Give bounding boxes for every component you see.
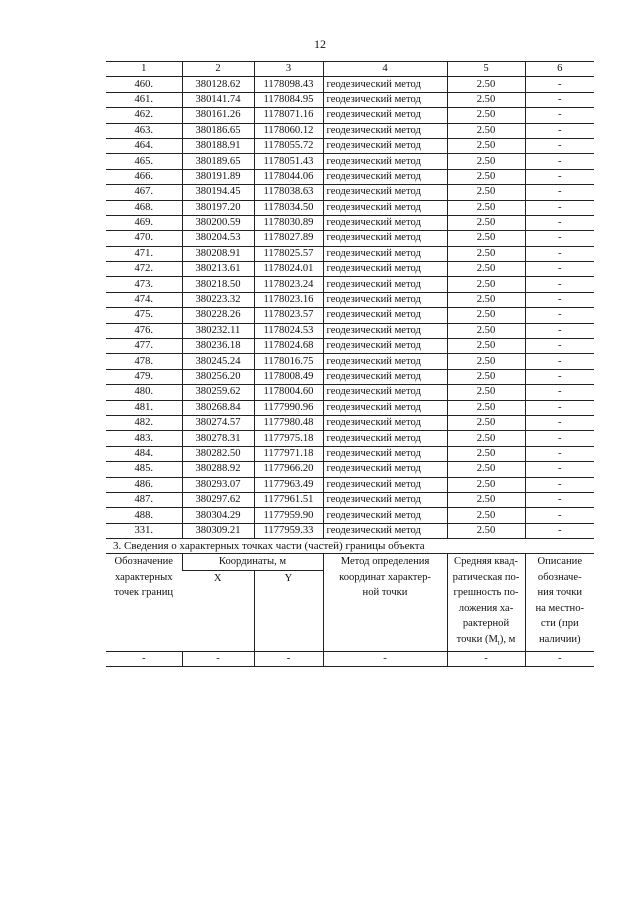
table-cell: 469.	[106, 215, 182, 230]
table-cell: -	[525, 154, 594, 169]
table-cell: геодезический метод	[323, 292, 447, 307]
table-cell: 2.50	[447, 262, 525, 277]
table-cell: 462.	[106, 108, 182, 123]
table-cell: 1178051.43	[254, 154, 323, 169]
table-cell: -	[525, 354, 594, 369]
table-cell: 1177966.20	[254, 462, 323, 477]
table-cell: 1178023.24	[254, 277, 323, 292]
table-cell: 2.50	[447, 492, 525, 507]
table-cell: 461.	[106, 92, 182, 107]
table-cell: 2.50	[447, 508, 525, 523]
table-cell: 380282.50	[182, 446, 254, 461]
table-cell: геодезический метод	[323, 262, 447, 277]
table-row	[106, 477, 594, 492]
table-cell: геодезический метод	[323, 323, 447, 338]
table-cell: 380204.53	[182, 231, 254, 246]
table-row	[106, 354, 594, 369]
table-cell: 2.50	[447, 477, 525, 492]
table-row: - - - - - -	[106, 652, 594, 667]
table-row	[106, 523, 594, 538]
table-cell: -	[525, 169, 594, 184]
table-cell: 1177963.49	[254, 477, 323, 492]
table-cell: 482.	[106, 415, 182, 430]
table-cell: геодезический метод	[323, 400, 447, 415]
table-cell: 2.50	[447, 185, 525, 200]
table-cell: -	[525, 477, 594, 492]
table-header-row	[106, 62, 594, 77]
header-coordinates: Координаты, м	[182, 554, 323, 571]
table-cell: -	[525, 138, 594, 153]
table-cell: 2.50	[447, 446, 525, 461]
table-cell: 480.	[106, 385, 182, 400]
table-row	[106, 462, 594, 477]
table-cell: -	[525, 123, 594, 138]
table-cell: 2.50	[447, 415, 525, 430]
column-header: 2	[182, 62, 254, 77]
table-cell: 2.50	[447, 385, 525, 400]
header-description: Описание обозначе- ния точки на местно- сти (при наличии)	[525, 554, 594, 652]
table-cell: геодезический метод	[323, 508, 447, 523]
table-cell: 1178060.12	[254, 123, 323, 138]
column-header: 6	[525, 62, 594, 77]
page-number: 12	[314, 37, 326, 51]
table-row	[106, 185, 594, 200]
table-cell: -	[525, 308, 594, 323]
table-cell: 380223.32	[182, 292, 254, 307]
table-cell: геодезический метод	[323, 77, 447, 92]
table-cell: 2.50	[447, 277, 525, 292]
table-cell: геодезический метод	[323, 523, 447, 538]
table-cell: 380188.91	[182, 138, 254, 153]
table-cell: геодезический метод	[323, 462, 447, 477]
table-cell: 380189.65	[182, 154, 254, 169]
table-cell: 380309.21	[182, 523, 254, 538]
table-cell: 1178024.53	[254, 323, 323, 338]
table-cell: -	[525, 292, 594, 307]
table-cell: 380304.29	[182, 508, 254, 523]
table-cell: 380288.92	[182, 462, 254, 477]
table-cell: 1177975.18	[254, 431, 323, 446]
table-cell: 1177959.90	[254, 508, 323, 523]
table-row	[106, 292, 594, 307]
table-cell: -	[525, 215, 594, 230]
table-cell: 380161.26	[182, 108, 254, 123]
table-cell: геодезический метод	[323, 185, 447, 200]
table-cell: 474.	[106, 292, 182, 307]
table-cell: геодезический метод	[323, 277, 447, 292]
table-cell: 2.50	[447, 215, 525, 230]
table-cell: геодезический метод	[323, 92, 447, 107]
table-cell: -	[525, 446, 594, 461]
table-row	[106, 246, 594, 261]
table-cell: 380141.74	[182, 92, 254, 107]
table-cell: 380278.31	[182, 431, 254, 446]
table-cell: 488.	[106, 508, 182, 523]
table-cell: 483.	[106, 431, 182, 446]
table-row	[106, 385, 594, 400]
table-cell: 1177959.33	[254, 523, 323, 538]
table-cell: -	[525, 400, 594, 415]
table-cell: 2.50	[447, 400, 525, 415]
table-cell: 1178025.57	[254, 246, 323, 261]
table-cell: 2.50	[447, 339, 525, 354]
table-row	[106, 323, 594, 338]
table-cell: 486.	[106, 477, 182, 492]
table-cell: 380200.59	[182, 215, 254, 230]
table-cell: 476.	[106, 323, 182, 338]
table-cell: 1178023.57	[254, 308, 323, 323]
header-method: Метод определения координат характер- ной точки	[323, 554, 447, 652]
table-cell: 1178024.01	[254, 262, 323, 277]
table-cell: 1178008.49	[254, 369, 323, 384]
table-cell: 2.50	[447, 108, 525, 123]
table-cell: -	[525, 262, 594, 277]
table-cell: -	[525, 92, 594, 107]
table-row	[106, 400, 594, 415]
table-cell: геодезический метод	[323, 431, 447, 446]
table-cell: 479.	[106, 369, 182, 384]
table-cell: 475.	[106, 308, 182, 323]
table-cell: 1178084.95	[254, 92, 323, 107]
table-cell: 1177971.18	[254, 446, 323, 461]
table-cell: 1178016.75	[254, 354, 323, 369]
table-cell: геодезический метод	[323, 123, 447, 138]
table-cell: -	[525, 185, 594, 200]
table-cell: 2.50	[447, 462, 525, 477]
table-cell: 380256.20	[182, 369, 254, 384]
table-cell: 2.50	[447, 308, 525, 323]
table-cell: 470.	[106, 231, 182, 246]
table-cell: 380274.57	[182, 415, 254, 430]
table-cell: 2.50	[447, 354, 525, 369]
table-cell: 2.50	[447, 523, 525, 538]
table-cell: 1178071.16	[254, 108, 323, 123]
table-cell: 471.	[106, 246, 182, 261]
table-cell: геодезический метод	[323, 246, 447, 261]
table-cell: -	[525, 108, 594, 123]
table-cell: 2.50	[447, 138, 525, 153]
table-row	[106, 154, 594, 169]
column-header: 3	[254, 62, 323, 77]
table-cell: -	[525, 492, 594, 507]
table-cell: -	[525, 277, 594, 292]
table-cell: -	[525, 415, 594, 430]
table-row	[106, 138, 594, 153]
table-cell: 2.50	[447, 231, 525, 246]
table-row	[106, 231, 594, 246]
table-cell: геодезический метод	[323, 415, 447, 430]
table-row	[106, 492, 594, 507]
table-cell: геодезический метод	[323, 200, 447, 215]
table-cell: геодезический метод	[323, 492, 447, 507]
header-x: X	[182, 570, 254, 652]
table-cell: геодезический метод	[323, 108, 447, 123]
table-row	[106, 431, 594, 446]
table-cell: геодезический метод	[323, 231, 447, 246]
table-cell: 380228.26	[182, 308, 254, 323]
table-cell: геодезический метод	[323, 354, 447, 369]
section-3-title: 3. Сведения о характерных точках части (частей) границы объекта	[113, 540, 425, 552]
table-cell: 380128.62	[182, 77, 254, 92]
table-cell: 380208.91	[182, 246, 254, 261]
table-cell: 1177961.51	[254, 492, 323, 507]
table-cell: 2.50	[447, 169, 525, 184]
table-cell: -	[525, 369, 594, 384]
table-cell: 1178004.60	[254, 385, 323, 400]
column-header: 1	[106, 62, 182, 77]
table-cell: 380259.62	[182, 385, 254, 400]
table-cell: 1178024.68	[254, 339, 323, 354]
table-row	[106, 200, 594, 215]
table-cell: 484.	[106, 446, 182, 461]
column-header: 5	[447, 62, 525, 77]
table-cell: 2.50	[447, 323, 525, 338]
part-points-table	[106, 553, 594, 667]
table-row	[106, 369, 594, 384]
table-cell: геодезический метод	[323, 138, 447, 153]
table-cell: -	[525, 323, 594, 338]
table-cell: -	[525, 431, 594, 446]
table-cell: геодезический метод	[323, 308, 447, 323]
table-cell: 2.50	[447, 431, 525, 446]
table-cell: 380194.45	[182, 185, 254, 200]
table-cell: 487.	[106, 492, 182, 507]
table-cell: -	[525, 200, 594, 215]
table-cell: 460.	[106, 77, 182, 92]
table-cell: 478.	[106, 354, 182, 369]
table-row	[106, 77, 594, 92]
table-cell: геодезический метод	[323, 477, 447, 492]
column-header: 4	[323, 62, 447, 77]
table-cell: 1178027.89	[254, 231, 323, 246]
table-cell: 380218.50	[182, 277, 254, 292]
table-row	[106, 108, 594, 123]
coordinates-table	[106, 61, 594, 539]
table-cell: 473.	[106, 277, 182, 292]
table-row	[106, 92, 594, 107]
header-accuracy: Средняя квад- ратическая по- грешность по- ложения ха- рактерной точки $(M_t)$, м	[447, 554, 525, 652]
table-cell: 331.	[106, 523, 182, 538]
table-cell: 481.	[106, 400, 182, 415]
table-cell: 472.	[106, 262, 182, 277]
table-cell: 2.50	[447, 369, 525, 384]
table-cell: -	[525, 339, 594, 354]
table-cell: геодезический метод	[323, 154, 447, 169]
table-cell: 380197.20	[182, 200, 254, 215]
table-cell: 380186.65	[182, 123, 254, 138]
table-cell: -	[525, 77, 594, 92]
table-cell: -	[525, 231, 594, 246]
table-cell: 1178098.43	[254, 77, 323, 92]
table-cell: 463.	[106, 123, 182, 138]
table-cell: 2.50	[447, 77, 525, 92]
table-cell: 485.	[106, 462, 182, 477]
table-cell: 1178030.89	[254, 215, 323, 230]
table-cell: 477.	[106, 339, 182, 354]
table-cell: 465.	[106, 154, 182, 169]
table-row	[106, 277, 594, 292]
table-cell: -	[525, 385, 594, 400]
table-row	[106, 446, 594, 461]
table-row	[106, 262, 594, 277]
table-cell: 467.	[106, 185, 182, 200]
table-cell: -	[525, 462, 594, 477]
table-row	[106, 308, 594, 323]
table-cell: геодезический метод	[323, 215, 447, 230]
table-row	[106, 215, 594, 230]
table-cell: геодезический метод	[323, 169, 447, 184]
table-row	[106, 339, 594, 354]
table-cell: геодезический метод	[323, 369, 447, 384]
table-cell: 380236.18	[182, 339, 254, 354]
table-cell: 1178023.16	[254, 292, 323, 307]
table-cell: геодезический метод	[323, 385, 447, 400]
table-cell: геодезический метод	[323, 339, 447, 354]
table-cell: 2.50	[447, 123, 525, 138]
table-cell: 2.50	[447, 246, 525, 261]
table-cell: 1178044.06	[254, 169, 323, 184]
table-cell: 466.	[106, 169, 182, 184]
table-cell: 380245.24	[182, 354, 254, 369]
table-cell: 380213.61	[182, 262, 254, 277]
table-row	[106, 123, 594, 138]
table-cell: геодезический метод	[323, 446, 447, 461]
header-y: Y	[254, 570, 323, 652]
table-cell: -	[525, 508, 594, 523]
table-cell: 1178038.63	[254, 185, 323, 200]
table-cell: -	[525, 523, 594, 538]
table-cell: -	[525, 246, 594, 261]
table-cell: 1177980.48	[254, 415, 323, 430]
table-cell: 380191.89	[182, 169, 254, 184]
table-row	[106, 415, 594, 430]
table-cell: 2.50	[447, 292, 525, 307]
table-cell: 1177990.96	[254, 400, 323, 415]
table-row	[106, 169, 594, 184]
table-row	[106, 508, 594, 523]
table-cell: 2.50	[447, 92, 525, 107]
table-cell: 464.	[106, 138, 182, 153]
table-cell: 380293.07	[182, 477, 254, 492]
table-cell: 380232.11	[182, 323, 254, 338]
table-cell: 1178055.72	[254, 138, 323, 153]
table-cell: 468.	[106, 200, 182, 215]
table-cell: 1178034.50	[254, 200, 323, 215]
table-cell: 2.50	[447, 154, 525, 169]
header-designation: Обозначение характерных точек границ	[106, 554, 182, 652]
table-cell: 380297.62	[182, 492, 254, 507]
table-cell: 380268.84	[182, 400, 254, 415]
table-cell: 2.50	[447, 200, 525, 215]
